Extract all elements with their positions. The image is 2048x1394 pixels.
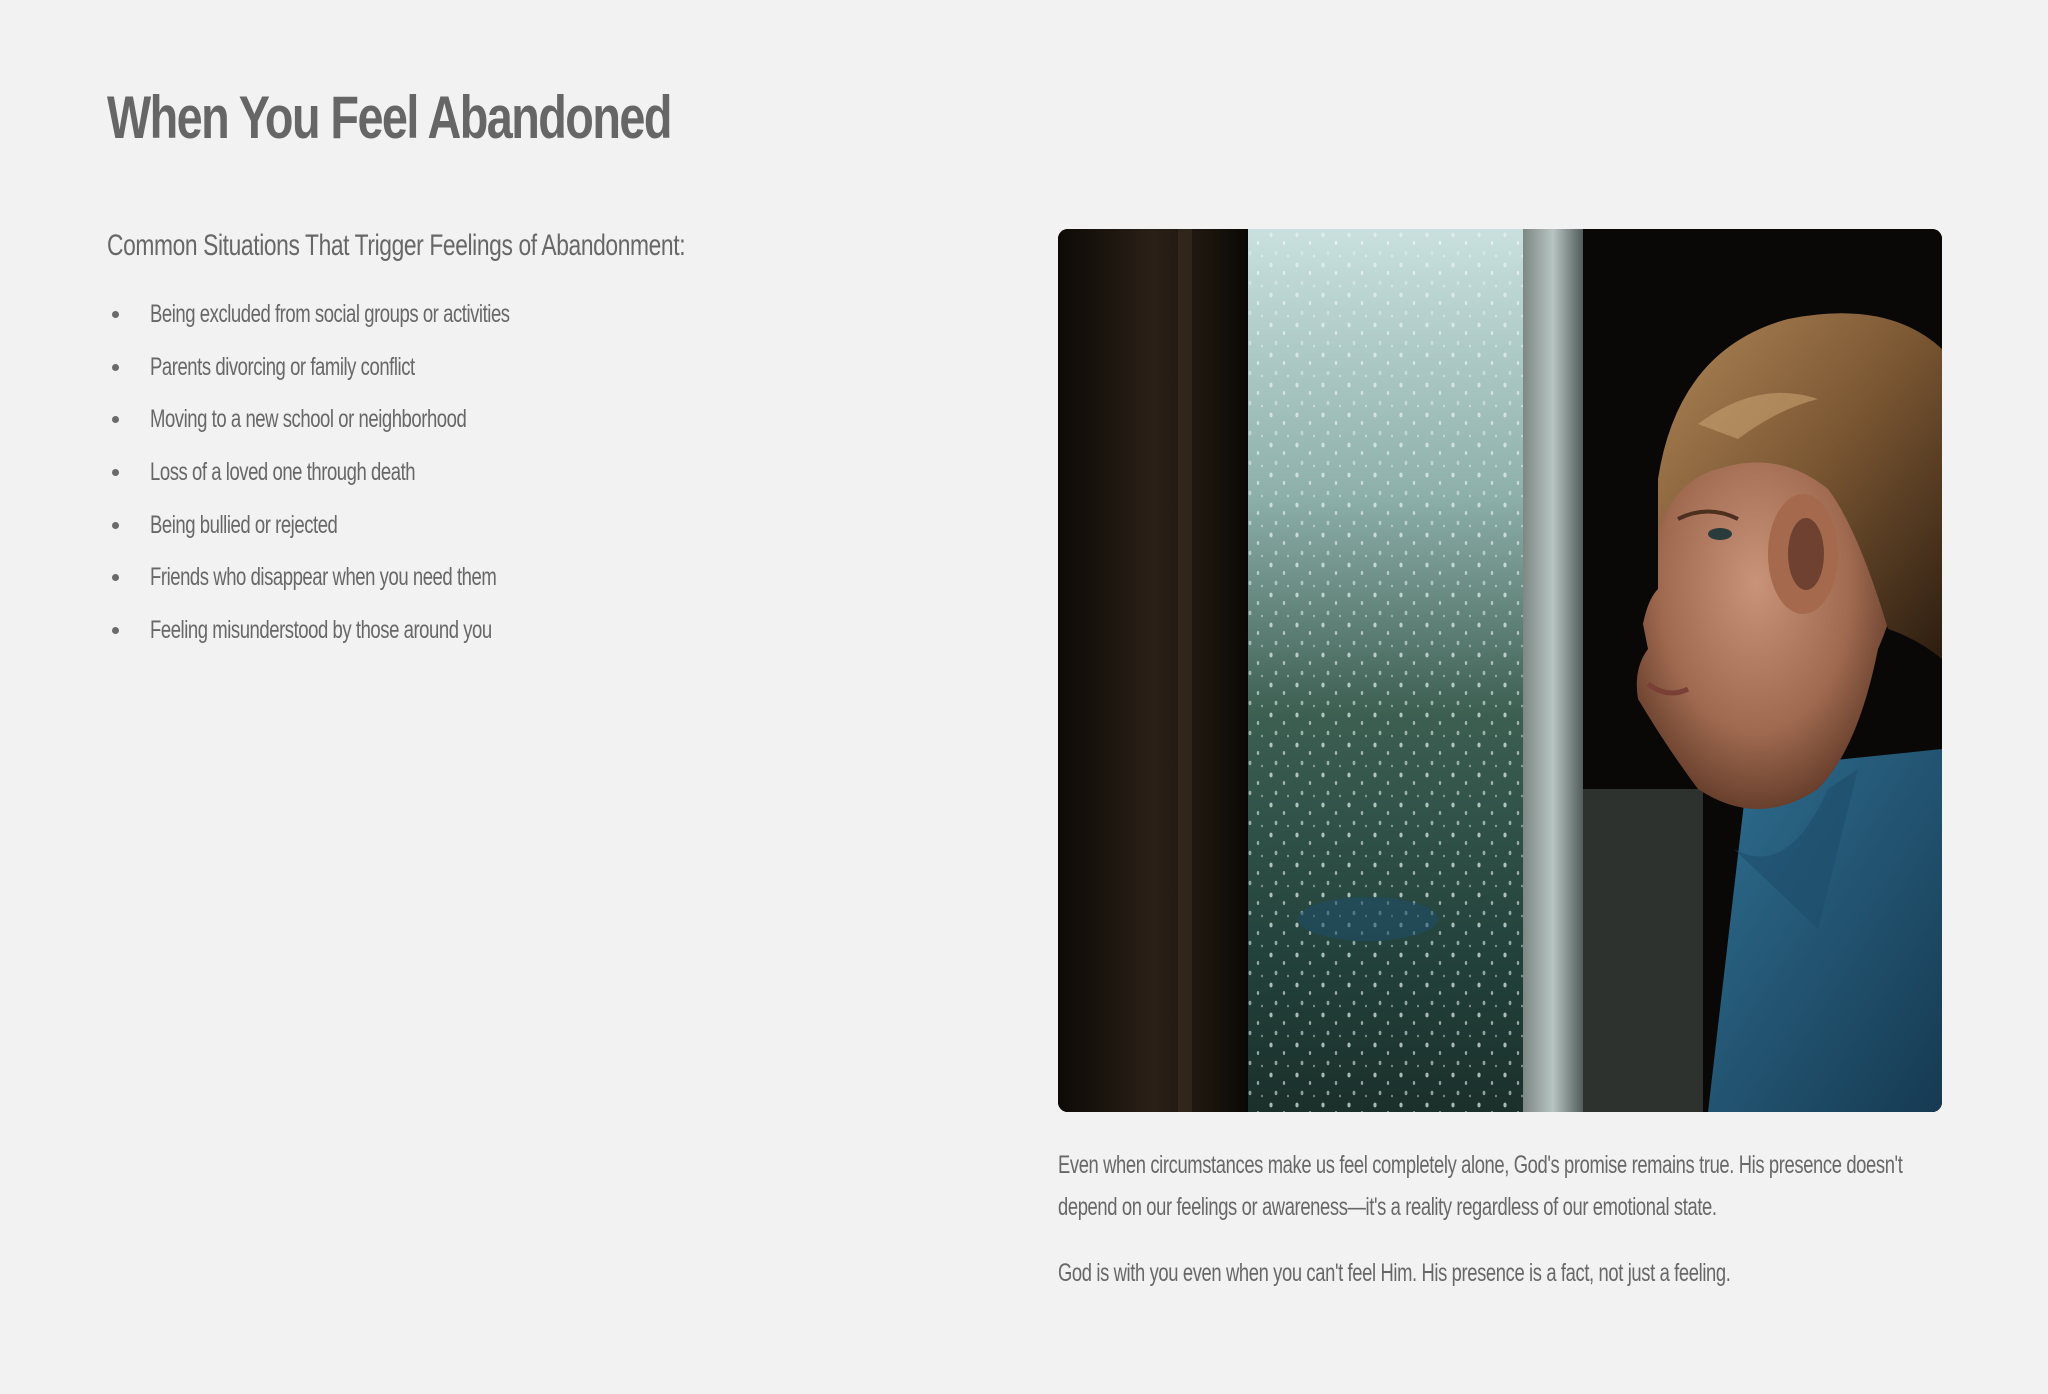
list-item-text: Loss of a loved one through death: [150, 458, 416, 487]
list-item: [107, 557, 807, 610]
bullet-icon: [112, 627, 119, 634]
list-item: [107, 294, 807, 347]
list-item-text: Parents divorcing or family conflict: [150, 352, 415, 381]
list-item-text: Being bullied or rejected: [150, 510, 338, 539]
slide-title: When You Feel Abandoned: [107, 84, 671, 151]
bullet-icon: [112, 469, 119, 476]
list-item-text: Feeling misunderstood by those around you: [150, 616, 492, 645]
bullet-icon: [112, 574, 119, 581]
bullet-icon: [112, 522, 119, 529]
paragraph-presence: Even when circumstances make us feel completely alone, God's promise remains true. His presence doesn't depend on our feelings or awareness—it's a reality regardless of our emotional state.: [1058, 1151, 1903, 1221]
situations-list: [107, 294, 807, 663]
paragraph-fact: God is with you even when you can't feel Him. His presence is a fact, not just a feeling.: [1058, 1259, 1731, 1287]
boy-at-window-photo: [1058, 229, 1942, 1112]
list-item-text: Moving to a new school or neighborhood: [150, 405, 467, 434]
list-item: [107, 505, 807, 558]
list-item-text: Being excluded from social groups or activities: [150, 300, 510, 328]
boy-at-window-illustration: [1058, 229, 1942, 1112]
situations-heading: Common Situations That Trigger Feelings of Abandonment:: [107, 229, 686, 262]
list-item: [107, 452, 807, 505]
list-item-text: Friends who disappear when you need them: [150, 563, 497, 592]
bullet-icon: [112, 364, 119, 371]
list-item: [107, 347, 807, 400]
list-item: [107, 399, 807, 452]
bullet-icon: [112, 416, 119, 423]
list-item: [107, 610, 807, 663]
bullet-icon: [112, 311, 119, 318]
